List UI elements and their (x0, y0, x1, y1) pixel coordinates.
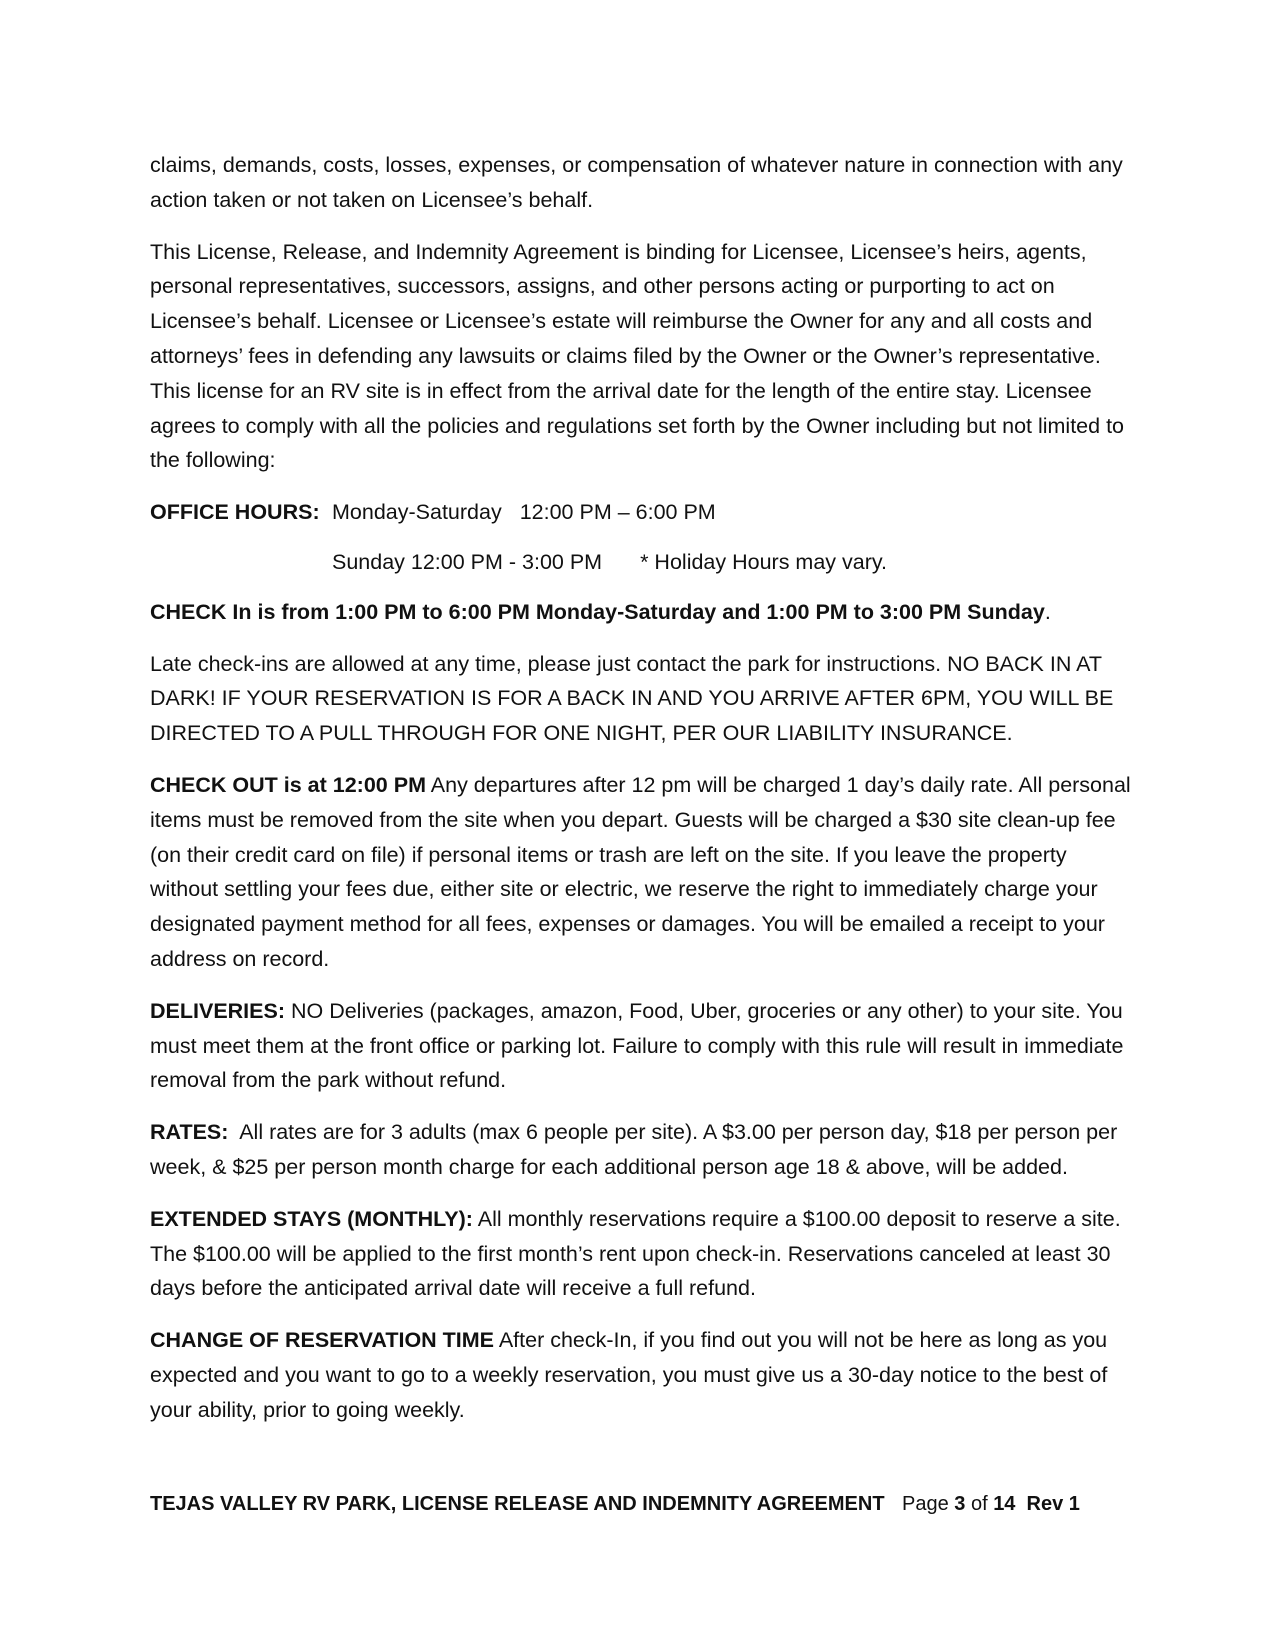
office-hours-weekday-days: Monday-Saturday (332, 500, 502, 525)
paragraph-claims: claims, demands, costs, losses, expenses, or compensation of whatever nature in connection with any action taken or not taken on Licensee’s behalf. (150, 153, 1123, 212)
extended-stays-paragraph (150, 1202, 1135, 1306)
change-reservation-body: After check-In, if you find out you will not be here as long as you expected and you want to go to a weekly reservation, you must give us a 30-day notice to the best of your ability, prior to going weekly. (150, 1328, 1108, 1422)
page-footer (150, 1490, 1135, 1518)
office-hours-sunday-time: Sunday 12:00 PM - 3:00 PM (332, 549, 603, 574)
office-hours-weekday-time: 12:00 PM – 6:00 PM (519, 500, 716, 525)
rates-heading: RATES: (150, 1120, 229, 1145)
change-reservation-heading: CHANGE OF RESERVATION TIME (150, 1328, 495, 1353)
footer-title: TEJAS VALLEY RV PARK, LICENSE RELEASE AND INDEMNITY AGREEMENT (150, 1493, 885, 1515)
deliveries-heading: DELIVERIES: (150, 998, 285, 1023)
extended-stays-body: All monthly reservations require a $100.00 deposit to reserve a site. The $100.00 will be applied to the first month’s rent upon check-in. Reservations canceled at least 30 days before the anticipated arrival date will receive a full refund. (150, 1206, 1121, 1301)
deliveries-paragraph (150, 994, 1135, 1098)
change-reservation-paragraph (150, 1323, 1135, 1427)
rates-body: All rates are for 3 adults (max 6 people per site). A $3.00 per person day, $18 per person per week, & $25 per person month charge for each additional person age 18 & above, will be added. (150, 1120, 1124, 1179)
check-out-body: Any departures after 12 pm will be charged 1 day’s daily rate. All personal items must be removed from the site when you depart. Guests will be charged a $30 site clean-up fee (on their credit card on file) if personal items or trash are left on the site. If you leave the property without settling your fees due, either site or electric, we reserve the right to immediately charge your designated payment method for all fees, expenses or damages. You will be emailed a receipt to your address on record. (150, 772, 1131, 971)
check-in-paragraph: CHECK In is from 1:00 PM to 6:00 PM Monday-Saturday and 1:00 PM to 3:00 PM Sunday. (150, 599, 1051, 624)
check-out-heading: CHECK OUT is at 12:00 PM (150, 772, 426, 797)
extended-stays-heading: EXTENDED STAYS (MONTHLY): (150, 1206, 473, 1231)
check-out-paragraph (150, 768, 1135, 977)
office-hours-label: OFFICE HOURS: (150, 500, 320, 525)
late-checkin-paragraph: Late check-ins are allowed at any time, please just contact the park for instructions. NO BACK IN AT DARK! IF YOUR RESERVATION IS FOR A BACK IN AND YOU ARRIVE AFTER 6PM, YOU WILL BE DIRECTED TO A PULL THROUGH FOR ONE NIGHT, PER OUR LIABILITY INSURANCE. (150, 651, 1114, 746)
office-hours-weekday (150, 495, 1135, 530)
check-in-text: CHECK In is from 1:00 PM to 6:00 PM Monday-Saturday and 1:00 PM to 3:00 PM Sunday (150, 599, 1045, 624)
rates-paragraph (150, 1115, 1135, 1185)
deliveries-body: NO Deliveries (packages, amazon, Food, Uber, groceries or any other) to your site. You must meet them at the front office or parking lot. Failure to comply with this rule will result in immediate removal from the park without refund. (150, 998, 1124, 1093)
document-page (150, 148, 1135, 1445)
office-hours-sunday (150, 545, 1135, 580)
paragraph-binding-agreement: This License, Release, and Indemnity Agreement is binding for Licensee, Licensee’s heirs, agents, personal representatives, successors, assigns, and other persons acting or purporting to act on Licensee’s behalf. Licensee or Licensee’s estate will reimburse the Owner for any and all costs and attorneys’ fees in defending any lawsuits or claims filed by the Owner or the Owner’s representative. This license for an RV site is in effect from the arrival date for the length of the entire stay. Licensee agrees to comply with all the policies and regulations set forth by the Owner including but not limited to the following: (150, 239, 1124, 473)
office-hours-holiday-note: * Holiday Hours may vary. (640, 549, 888, 574)
footer-page-number: Page 3 of 14 Rev 1 (902, 1493, 1080, 1515)
